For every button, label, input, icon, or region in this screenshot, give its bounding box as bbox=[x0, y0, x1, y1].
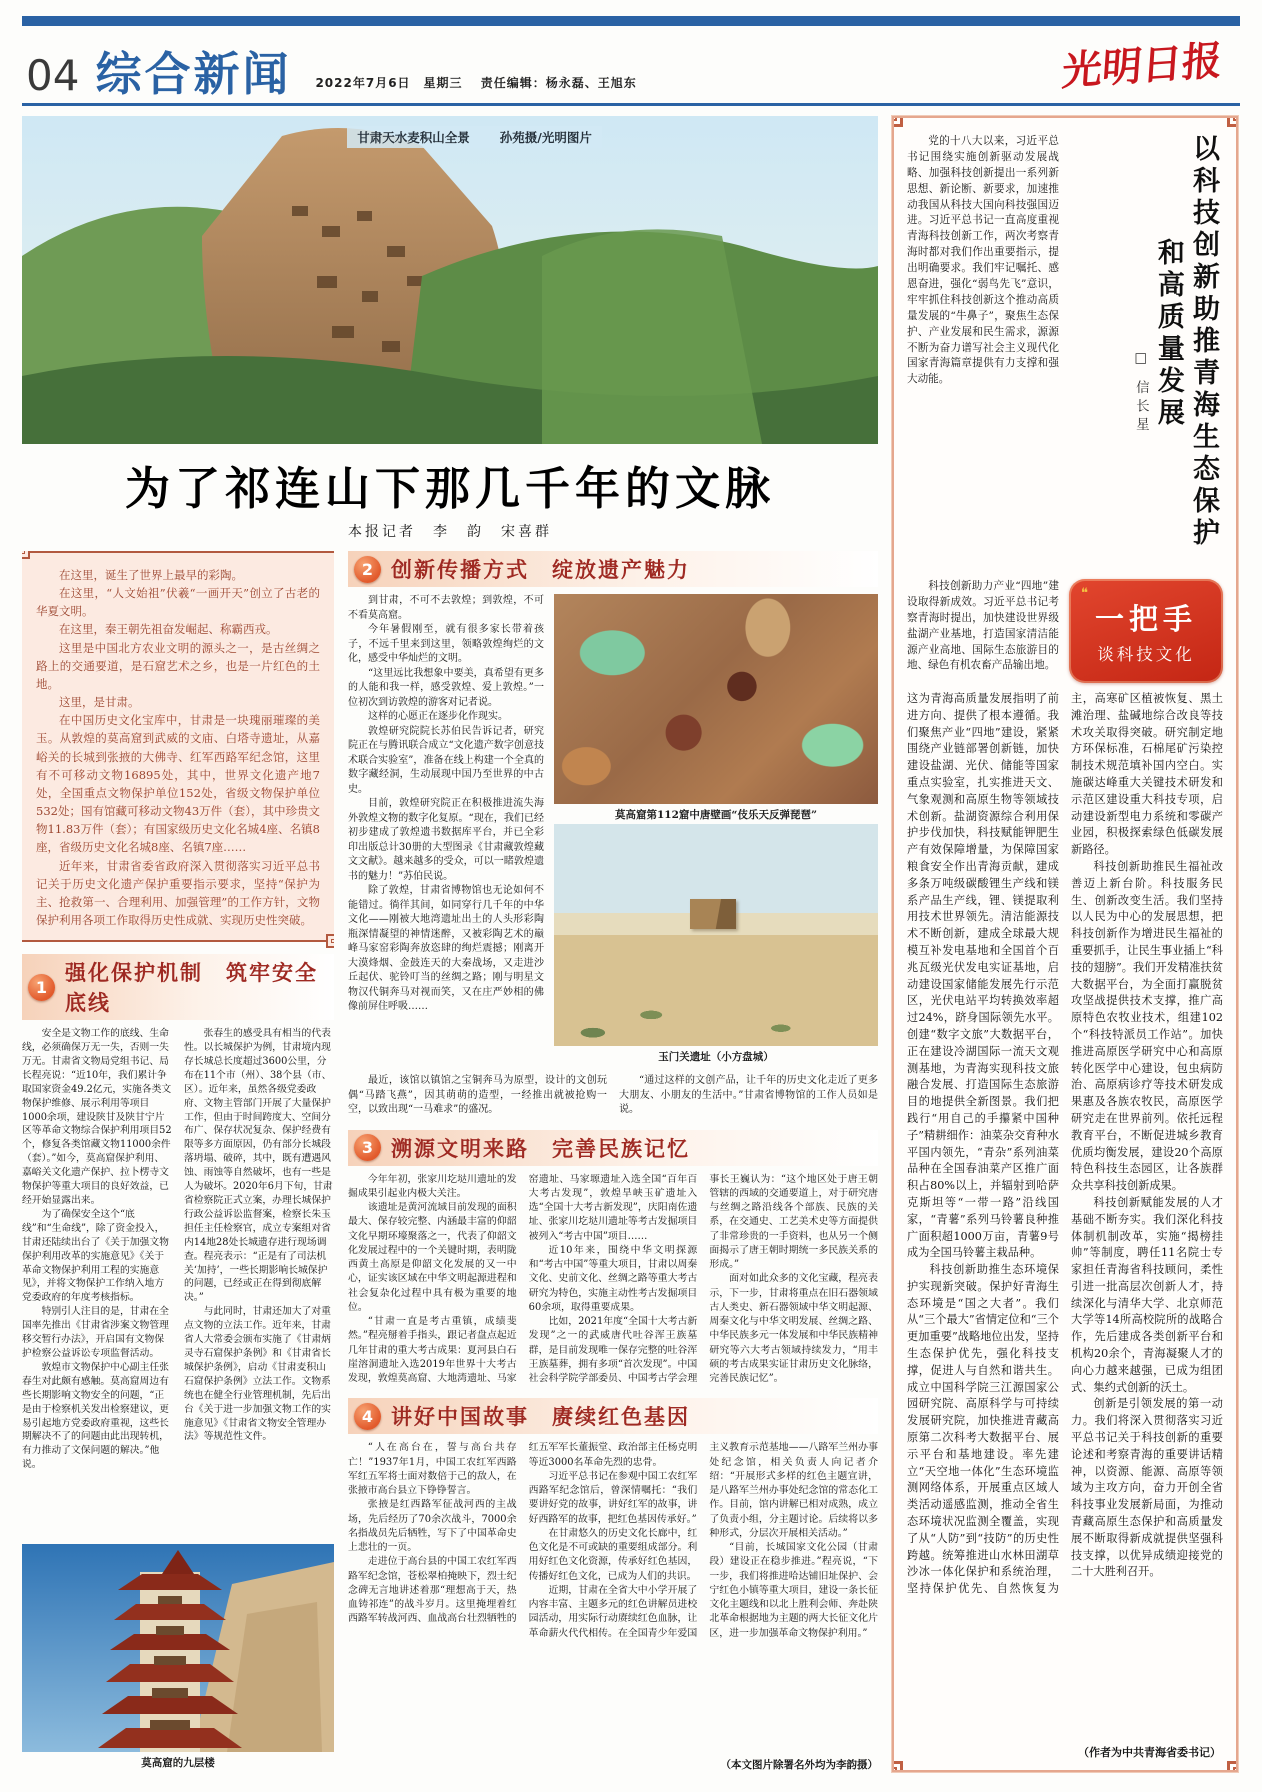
intro-paragraph: 在中国历史文化宝库中，甘肃是一块瑰丽璀璨的美玉。从敦煌的莫高窟到武威的文庙、白塔寺遗址，从嘉峪关的长城到张掖的大佛寺、红军西路军纪念馆，这里有不可移动文物16895处，其中，世界文化遗产地7处，全国重点文物保护单位152处，省级文物保护单位532处；国有馆藏可移动文物43万件（套），其中珍贵文物11.83万件（套）；有国家级历史文化名城4座、名镇8座，省级历史文化名城8座、名镇7座…… bbox=[36, 713, 320, 855]
body-paragraph: 科技创新助推民生福祉改善迈上新台阶。科技服务民生、创新改变生活。我们坚持以人民为中心的发展思想，把科技创新作为增进民生福祉的重要抓手，让民生事业插上“科技的翅膀”。我们开发精准扶贫大数据平台，为全面打赢脱贫攻坚战提供技术支撑，推广高原特色农牧业技术，组建102个“科技特派员工作站”。加快推进高原医学研究中心和高原转化医学中心建设，包虫病防治、高原病诊疗等技术研发成果惠及各族农牧民，高原医学研究走在世界前列。依托远程教育平台，不断促进城乡教育优质均衡发展，建设20个高原特色科技生态园区，让各族群众共享科技创新成果。 bbox=[1071, 859, 1223, 1193]
section-number-badge: 4 bbox=[354, 1403, 381, 1430]
body-paragraph: 近10年来，围绕中华文明探源和“考古中国”等重大项目，甘肃以周秦文化、史前文化、丝绸之路等重大考古研究为特色，实施主动性考古发掘项目60余项，取得重要成果。 bbox=[528, 1244, 698, 1313]
section-2-title: 创新传播方式 绽放遗产魅力 bbox=[391, 558, 690, 582]
frame-corner-ornament bbox=[892, 1761, 903, 1772]
body-paragraph: 这样的心愿正在逐步化作现实。 bbox=[368, 711, 508, 722]
body-paragraph: 张春生的感受具有相当的代表性。以长城保护为例，甘肃境内现存长城总长度超过3600公里，分布在11个市（州）、38个县（市、区）。近年来，虽然各级党委政府、文物主管部门开展了大量保护工作，但由于时间跨度大、空间分布广、保存状况复杂、保护经费有限等多方面原因，仍有部分长城段落坍塌、破碎，其中，既有遭遇风蚀、雨蚀等自然破坏，也有一些是人为破坏。2020年6月下旬，甘肃省检察院正式立案，办理长城保护行政公益诉讼监督案，检察长朱玉担任主任检察官，成立专案组对省内14地28处长城遗存进行现场调查。程亮表示：“正是有了司法机关‘加持’，一些长期影响长城保护的问题，已经或正在得到彻底解决。” bbox=[184, 1028, 333, 1304]
body-paragraph: 到甘肃，不可不去敦煌；到敦煌，不可不看莫高窟。 bbox=[348, 595, 544, 621]
lead-photo-credit: 孙苑摄/光明图片 bbox=[499, 130, 592, 145]
frame-corner-ornament bbox=[1227, 116, 1238, 127]
section-name: 综合新闻 bbox=[95, 47, 292, 102]
lead-photo-caption bbox=[347, 126, 602, 148]
science-vertical-title bbox=[1069, 134, 1223, 570]
date-line bbox=[315, 74, 636, 97]
left-column bbox=[22, 551, 334, 1772]
body-paragraph: 特别引人注目的是，甘肃在全国率先推出《甘肃省涉案文物管理移交暂行办法》，开启国有文物保护检察公益诉讼专项监督活动。 bbox=[22, 1306, 169, 1359]
article-columns bbox=[22, 551, 878, 1772]
body-paragraph: 敦煌研究院院长苏伯民告诉记者，研究院正在与腾讯联合成立“文化遗产数字创意技术联合实验室”，准备在线上构建一个全真的数字藏经洞，生动展现中国乃至世界的中古史。 bbox=[348, 725, 544, 795]
body-paragraph: “这里远比我想象中要美，真希望有更多的人能和我一样，感受敦煌、爱上敦煌。”一位初次到访敦煌的游客对记者说。 bbox=[348, 667, 544, 708]
body-paragraph: 为了确保安全这个“底线”和“生命线”，除了资金投入，甘肃还陆续出台了《关于加强文物保护利用改革的实施意见》《关于革命文物保护利用工程的实施意见》，并将文物保护工作纳入地方党委政府的年度考核指标。 bbox=[22, 1208, 169, 1304]
page-header bbox=[22, 34, 1240, 101]
section-4-header bbox=[348, 1398, 878, 1434]
section-1-title: 强化保护机制 筑牢安全底线 bbox=[65, 961, 318, 1016]
body-paragraph: 敦煌市文物保护中心副主任张春生对此颇有感触。莫高窟周边有些长期影响文物安全的问题，“正是由于检察机关发出检察建议，更易引起地方党委政府重视，这些长期解决不了的问题由此出现转机，有力推动了文保问题的解决。”他说。 bbox=[22, 1361, 169, 1471]
author-attribution: （作者为中共青海省委书记） bbox=[1078, 1746, 1221, 1759]
section-1-header bbox=[22, 954, 334, 1020]
frame-corner-ornament bbox=[22, 551, 30, 559]
body-paragraph: 党的十八大以来，习近平总书记围绕实施创新驱动发展战略、加强科技创新提出一系列新思想、新论断、新要求，加速推动我国从科技大国向科技强国迈进。习近平总书记一直高度重视青海科技创新工作，两次考察青海时都对我们作出重要指示，提出明确要求。我们牢记嘱托、感恩奋进，强化“弱鸟先飞”意识，牢牢抓住科技创新这个推动高质量发展的“牛鼻子”，聚焦生态保护、产业发展和民生需求，源源不断为奋力谱写社会主义现代化国家青海篇章提供有力支撑和强大动能。 bbox=[907, 135, 1059, 386]
middle-column bbox=[348, 551, 878, 1772]
science-title-line2: 和高质量发展 bbox=[1152, 238, 1184, 430]
badge-title-line1: 一把手 bbox=[1094, 602, 1197, 636]
science-text-beside-badge bbox=[907, 579, 1059, 683]
lead-photo bbox=[22, 116, 878, 444]
section-1-body bbox=[22, 1027, 334, 1544]
body-paragraph: “通过这样的文创产品，让千年的历史文化走近了更多大朋友、小朋友的生活中。”甘肃省博物馆的工作人员如是说。 bbox=[619, 1075, 878, 1115]
fort-caption: 玉门关遗址（小方盘城） bbox=[658, 1051, 774, 1063]
lead-photo-caption-text: 甘肃天水麦积山全景 bbox=[357, 130, 470, 145]
body-paragraph: 与此同时，甘肃还加大了对重点文物的立法工作。近年来，甘肃省人大常委会颁布实施了《甘肃炳灵寺石窟保护条例》和《甘肃省长城保护条例》，启动《甘肃麦积山石窟保护条例》立法工作。文物系统也在健全行业管理机制，先后出台《关于进一步加强文物工作的实施意见》《甘肃省文物安全管理办法》等规范性文件。 bbox=[184, 1306, 331, 1443]
body-paragraph: 这为青海高质量发展指明了前进方向、提供了根本遵循。我们聚焦产业“四地”建设，紧紧围绕产业链部署创新链，加快建设盐湖、光伏、储能等国家重点实验室，扎实推进天文、气象观测和高原生物等领域技术创新。盐湖资源综合利用保护步伐加快，科技赋能钾肥生产有效保障增量，为保障国家粮食安全作出青海贡献，建成多条万吨级碳酸锂生产线和镁系产品生产线，锂、镁提取利用技术世界领先。清洁能源技术不断创新，建成全球最大规模互补发电基地和全国首个百兆瓦级光伏发电实证基地，启动建设国家储能发展先行示范区，光伏电站平均转换效率超过24%，跻身国际领先水平。创建“数字文旅”大数据平台，正在建设冷湖国际一流天文观测基地，为青海实现科技文旅融合发展、打造国际生态旅游目的地提供全新图景。我们把践行“用自己的手攥紧中国种子”精耕细作：油菜杂交育种水平国内领先，“青杂”系列油菜品种在全国春油菜产区推广面积占80%以上，并辐射到哈萨克斯坦等“一带一路”沿线国家，“青薯”系列马铃薯良种推广面积超1000万亩，青薯9号成为全国马铃薯主栽品种。 bbox=[907, 692, 1059, 1260]
body-paragraph: 安全是文物工作的底线、生命线，必须确保万无一失，否则一失万无。甘肃省文物局党组书记、局长程亮说：“近10年，我们累计争取国家资金49.2亿元，实施各类文物保护维修、展示利用等项目1000余项，建设陕甘及陕甘宁片区等革命文物综合保护利用项目52个，修复各类馆藏文物11000余件（套）。”如今，莫高窟保护利用、嘉峪关文化遗产保护、拉卜楞寺文物保护等重大项目的良好效益，已经开始显露出来。 bbox=[22, 1028, 172, 1206]
pagoda-caption: 莫高窟的九层楼 bbox=[141, 1757, 215, 1769]
section-number-badge: 3 bbox=[354, 1134, 381, 1161]
science-body-columns bbox=[907, 691, 1223, 1739]
column-badge bbox=[1069, 579, 1223, 683]
science-top-block bbox=[907, 134, 1223, 570]
body-paragraph: 目前，敦煌研究院正在积极推进流失海外敦煌文物的数字化复原。“现在，我们已经初步建成了敦煌遗书数据库平台，并已全彩印出版总计30册的大型图录《甘肃藏敦煌藏文文献》。越来越多的受众，可以一睹敦煌遗书的魅力！”苏伯民说。 bbox=[348, 798, 544, 882]
intro-paragraph: 在这里，诞生了世界上最早的彩陶。 bbox=[59, 568, 243, 582]
date-text: 2022年7月6日 星期三 bbox=[315, 76, 463, 90]
body-paragraph: 今年年初，张家川圪垯川遗址的发掘成果引起业内极大关注。 bbox=[348, 1173, 517, 1199]
yumen-pass-photo bbox=[554, 824, 878, 1046]
body-paragraph: 面对如此众多的文化宝藏，程亮表示，下一步，甘肃将重点在旧石器领域古人类史、新石器领域中华文明起源、周秦文化与中华文明发展、丝绸之路、中华民族多元一体发展和中华民族精神研究等六大考古领域持续发力，“用丰硕的考古成果实证甘肃历史文化脉络，完善民族记忆”。 bbox=[709, 1273, 878, 1384]
science-title-line1: 以科技创新助推青海生态保护 bbox=[1188, 134, 1219, 550]
quote-mark-icon: ❝ bbox=[1081, 586, 1088, 601]
science-author: □ 信长星 bbox=[1132, 350, 1149, 436]
intro-paragraph: 这里是中国北方农业文明的源头之一，是古丝绸之路上的交通要道，是石窟艺术之乡，也是一片红色的土地。 bbox=[36, 640, 320, 691]
section-3-header bbox=[348, 1130, 878, 1166]
photo-credit-note: （本文图片除署名外均为李韵摄） bbox=[720, 1759, 878, 1771]
page-content bbox=[22, 116, 1240, 1772]
frame-corner-ornament bbox=[892, 116, 903, 127]
frame-corner-ornament bbox=[326, 934, 334, 948]
body-paragraph: 张掖是红西路军征战河西的主战场，先后经历了70余次战斗，7000余名指战员先后牺牲，写下了中国革命史上悲壮的一页。 bbox=[348, 1499, 517, 1553]
section-2-figures bbox=[554, 594, 878, 1072]
body-paragraph: 今年暑假刚至，就有很多家长带着孩子，不远千里来到这里，领略敦煌绚烂的文化，感受中华灿烂的文明。 bbox=[348, 624, 544, 664]
section-2-text-column bbox=[348, 594, 544, 1072]
body-paragraph: 科技创新助力产业“四地”建设取得新成效。习近平总书记考察青海时提出，加快建设世界级盐湖产业基地，打造国家清洁能源产业高地、国际生态旅游目的地、绿色有机农畜产品输出地。 bbox=[907, 580, 1059, 672]
body-paragraph: “目前，长城国家文化公园（甘肃段）建设正在稳步推进。”程亮说，“下一步，我们将推进哈达铺旧址保护、会宁红色小镇等重大项目，建设一条长征文化主题线和以北上胜利会师、奔赴陕北革命根据地为主题的两大长征文化片区，进一步加强革命文物保护利用。” bbox=[709, 1542, 878, 1639]
section-3-body bbox=[348, 1173, 878, 1387]
body-paragraph: 该遗址是黄河流域目前发现的面积最大、保存较完整、内涵最丰富的仰韶文化早期环壕聚落之一，代表了仰韶文化发展过程中的一个关键时期，表明陇西黄土高原是仰韶文化发展的又一中心，证实该区域在中华文明起源进程和社会复杂化过程中具有极为重要的地位。 bbox=[348, 1202, 517, 1313]
main-byline: 本报记者 李 韵 宋喜群 bbox=[348, 524, 552, 540]
nine-story-pagoda-photo bbox=[22, 1544, 334, 1752]
section-number-badge: 2 bbox=[354, 556, 381, 583]
science-intro-column bbox=[907, 134, 1059, 570]
frame-corner-ornament bbox=[1227, 1761, 1238, 1772]
intro-paragraph: 近年来，甘肃省委省政府深入贯彻落实习近平总书记关于历史文化遗产保护重要指示要求，坚持“保护为主、抢救第一、合理利用、加强管理”的工作方针，文物保护利用各项工作取得历史性成就、实现历史性突破。 bbox=[36, 858, 320, 927]
body-paragraph: 习近平总书记在参观中国工农红军西路军纪念馆后，曾深情嘱托：“我们要讲好党的故事，讲好红军的故事，讲好西路军的故事，把红色基因传承好。” bbox=[528, 1470, 698, 1525]
masthead-logo: 光明日报 bbox=[1060, 36, 1224, 96]
top-rule-bar bbox=[22, 16, 1240, 26]
section-2-continuation bbox=[348, 1074, 878, 1118]
main-headline: 为了祁连山下那几千年的文脉 bbox=[124, 462, 775, 515]
pagoda-figure bbox=[22, 1544, 334, 1772]
body-paragraph: 近期，甘肃在全省大中小学开展了内容丰富、主题多元的红色讲解员进校园活动，用实际行动赓续红色血脉，让革命薪火代代相传。在全国青少年爱国主义教育示范基地——八路军兰州办事处纪念馆，相关负责人向记者介绍：“开展形式多样的红色主题宣讲，是八路军兰州办事处纪念馆的常态化工作。目前，馆内讲解已相对成熟，成立了负责小组，分主题讨论。后续将以多种形式，分层次开展相关活动。” bbox=[528, 1442, 878, 1639]
science-badge-row bbox=[907, 579, 1223, 683]
mogao-mural-photo bbox=[554, 594, 878, 804]
body-paragraph: 走进位于高台县的中国工农红军西路军纪念馆，苍松翠柏掩映下，烈士纪念碑无言地讲述着那“理想高于天，热血铸祁连”的战斗岁月。这里掩埋着红西路军转战河西、血战高台壮烈牺牲的红五军军长董振堂、政治部主任杨克明等近3000名革命先烈的忠骨。 bbox=[348, 1442, 698, 1625]
section-4-body bbox=[348, 1441, 878, 1641]
pagoda-art bbox=[22, 1544, 334, 1752]
maiji-mountain-art bbox=[22, 116, 878, 444]
body-paragraph: “人在高台在，誓与高台共存亡！”1937年1月，中国工农红军西路军红五军将士面对数倍于己的敌人，在张掖市高台县立下铮铮誓言。 bbox=[348, 1442, 517, 1496]
page-number: 04 bbox=[26, 51, 80, 100]
body-paragraph: 科技创新助推生态环境保护实现新突破。保护好青海生态环境是“国之大者”。我们从“三个最大”省情定位和“三个更加重要”战略地位出发，坚持生态保护优先，强化科技支撑，促进人与自然和谐共生。成立中国科学院三江源国家公园研究院、高原科学与可持续发展研究院，加快推进青藏高原第二次科考大数据平台、展示平台和基地建设。率先建立“天空地一体化”生态环境监测网络体系，开展重点区域人类活动遥感监测，推动全省生态环境状况监测全覆盖，实现了从“人防”到“技防”的历史性跨越。统筹推进山水林田湖草沙冰一体化保护和系统治理，坚持保护优先、自然恢复为主，高寒矿区植被恢复、黑土滩治理、盐碱地综合改良等技术攻关取得突破。研究制定地方环保标准，石棉尾矿污染控制技术规范填补国内空白。实施碳达峰重大关键技术研发和示范区建设重大科技专项，启动建设新型电力系统和零碳产业园，积极探索绿色低碳发展新路径。 bbox=[907, 692, 1223, 1596]
section-3-title: 溯源文明来路 完善民族记忆 bbox=[391, 1136, 690, 1161]
science-title bbox=[1131, 134, 1221, 570]
science-oped-article bbox=[892, 116, 1238, 1772]
editors-text: 责任编辑：杨永磊、王旭东 bbox=[480, 76, 637, 90]
section-2-body bbox=[348, 594, 878, 1072]
section-2-header bbox=[348, 551, 878, 587]
section-4-title: 讲好中国故事 赓续红色基因 bbox=[391, 1405, 690, 1430]
body-paragraph: 科技创新赋能发展的人才基础不断夯实。我们深化科技体制机制改革，实施“揭榜挂帅”等制度，聘任11名院士专家担任青海省科技顾问，柔性引进一批高层次创新人才，持续深化与清华大学、北京师范大学等14所高校院所的战略合作，先后建成各类创新平台和机构20余个，青海凝聚人才的向心力越来越强，已成为组团式、集约式创新的沃土。 bbox=[1071, 1195, 1223, 1394]
header-rule bbox=[22, 103, 1240, 106]
body-paragraph: “甘肃一直是考古重镇，成绩斐然。”程亮掰着手指头，跟记者盘点起近几年甘肃的重大考古成果：夏河县白石崖溶洞遗址入选2019年世界十大考古发现，敦煌莫高窟、大地湾遗址、马家窑遗址、马家塬遗址入选全国“百年百大考古发现”，敦煌旱峡玉矿遗址入选“全国十大考古新发现”，庆阳南佐遗址、张家川圪垯川遗址等考古发掘项目被列入“考古中国”项目…… bbox=[348, 1173, 698, 1384]
body-paragraph: 在甘肃悠久的历史文化长廊中，红色文化是不可或缺的重要组成部分。利用好红色文化资源，传承好红色基因，传播好红色文化，已成为人们的共识。 bbox=[528, 1527, 698, 1582]
section-number-badge: 1 bbox=[28, 974, 55, 1001]
main-article bbox=[22, 116, 878, 1772]
intro-paragraph: 在这里，“人文始祖”伏羲“一画开天”创立了古老的华夏文明。 bbox=[36, 586, 320, 619]
intro-box bbox=[22, 551, 334, 942]
intro-paragraph: 这里，是甘肃。 bbox=[59, 695, 140, 710]
body-paragraph: 最近，该馆以镇馆之宝铜奔马为原型，设计的文创玩偶“马踏飞燕”，因其萌萌的造型，一经推出就被抢购一空，以致出现“一马难求”的盛况。 bbox=[348, 1075, 607, 1115]
body-paragraph: 比如，2021年度“全国十大考古新发现”之一的武威唐代吐谷浑王族墓群，是目前发现唯一保存完整的吐谷浑王族墓葬，拥有多项“首次发现”。中国社会科学院学部委员、中国考古学会理事长王巍认为：“这个地区处于唐王朝管辖的西域的交通要道上，对于研究唐与丝绸之路沿线各个部族、民族的关系，在交通史、工艺美术史等方面提供了非常珍贵的一手资料，也从另一个侧面揭示了唐王朝时期统一多民族关系的形成。” bbox=[528, 1173, 878, 1384]
body-paragraph: 除了敦煌，甘肃省博物馆也无论如何不能错过。徜徉其间，如同穿行几千年的中华文化——刚被大地湾遗址出土的人头形彩陶瓶深情凝望的神情迷醉，又被彩陶艺术的巅峰马家窑彩陶奔放恣肆的绚烂震撼；刚离开大漠烽烟、金鼓连天的大秦战场，又走进沙丘起伏、驼铃叮当的丝绸之路；刚与明星文物汉代铜奔马对视而笑，又在庄严妙相的佛像前屏住呼吸…… bbox=[348, 885, 544, 1012]
mural-caption: 莫高窟第112窟中唐壁画“伎乐天反弹琵琶” bbox=[615, 809, 817, 821]
intro-paragraph: 在这里，秦王朝先祖奋发崛起、称霸西戎。 bbox=[59, 622, 278, 637]
body-paragraph: 创新是引领发展的第一动力。我们将深入贯彻落实习近平总书记关于科技创新的重要论述和考察青海的重要讲话精神，以资源、能源、高原等领域为主攻方向，奋力开创全省科技事业发展新局面，为推动青藏高原生态保护和高质量发展不断取得新成就提供坚强科技支撑，以优异成绩迎接党的二十大胜利召开。 bbox=[1071, 1397, 1223, 1579]
badge-title-line2: 谈科技文化 bbox=[1097, 645, 1195, 664]
fort-ruin-shape bbox=[690, 899, 736, 929]
